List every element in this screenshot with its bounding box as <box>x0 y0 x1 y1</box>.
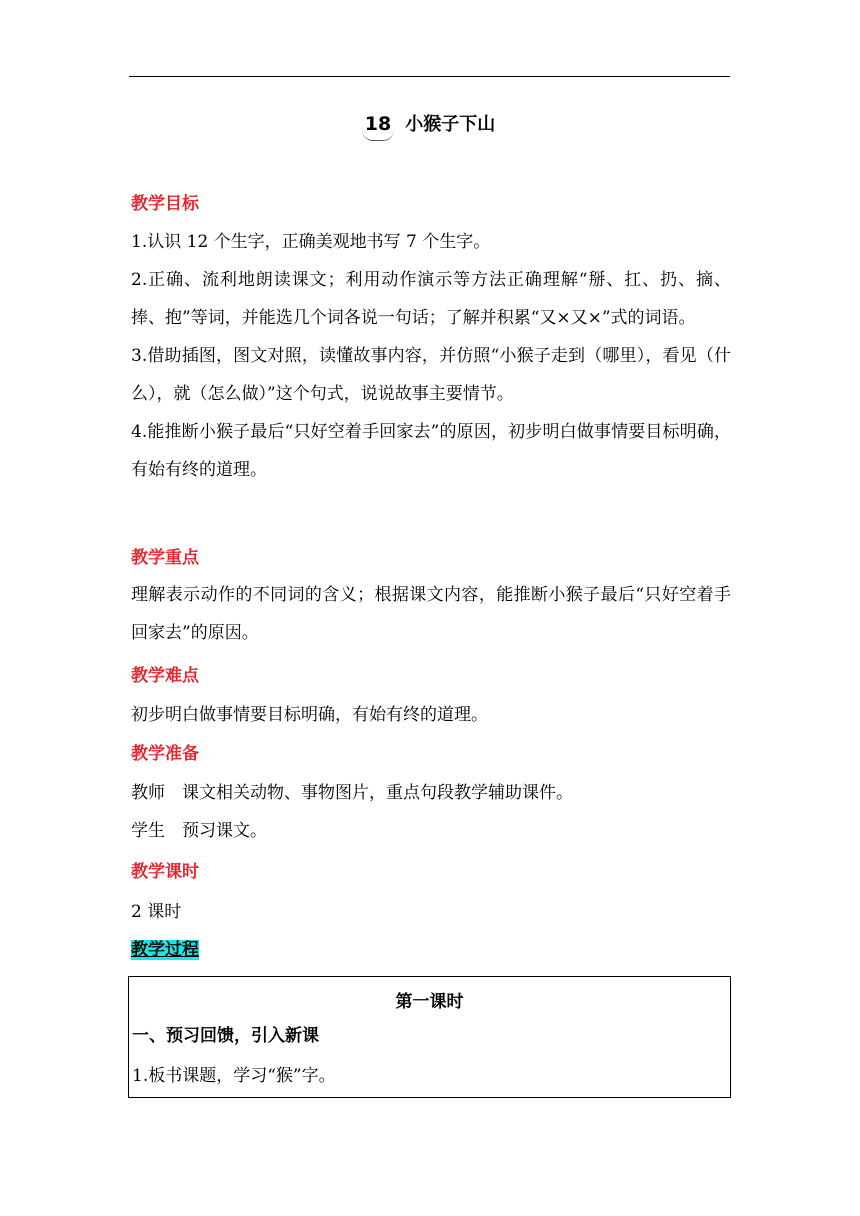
lesson-name: 小猴子下山 <box>405 114 496 135</box>
hours-heading <box>131 862 731 882</box>
key-points-body: 理解表示动作的不同词的含义；根据课文内容，能推断小猴子最后“只好空着手回家去”的原因。 <box>131 585 731 643</box>
difficulties-text <box>131 696 731 734</box>
lesson-title <box>0 110 860 136</box>
goal-item-4: 4.能推断小猴子最后“只好空着手回家去”的原因，初步明白做事情要目标明确，有始有终的道理。 <box>131 422 731 480</box>
goals-list <box>131 223 731 489</box>
key-points-heading <box>131 548 731 568</box>
process-heading <box>131 940 731 960</box>
goals-heading <box>131 194 731 214</box>
preparation-heading <box>131 744 731 764</box>
section-heading: 教学目标 <box>131 194 199 214</box>
preparation-student: 学生 预习课文。 <box>131 821 267 841</box>
hours-text <box>131 893 731 931</box>
key-points-text <box>131 576 731 652</box>
section-heading: 教学重点 <box>131 548 199 568</box>
goal-item-2: 2.正确、流利地朗读课文；利用动作演示等方法正确理解“掰、扛、扔、摘、捧、抱”等词，并能选几个词各说一句话；了解并积累“又×又×”式的词语。 <box>131 270 731 328</box>
section-heading: 教学课时 <box>131 862 199 882</box>
goal-item-1: 1.认识 12 个生字，正确美观地书写 7 个生字。 <box>131 232 491 252</box>
section-heading: 教学准备 <box>131 744 199 764</box>
lesson-number: 18 <box>364 113 392 135</box>
hours-body: 2 课时 <box>131 902 182 922</box>
section-heading-highlighted: 教学过程 <box>131 940 199 960</box>
difficulties-body: 初步明白做事情要目标明确，有始有终的道理。 <box>131 705 488 725</box>
difficulties-heading <box>131 666 731 686</box>
process-step: 1.板书课题，学习“猴”字。 <box>132 1066 336 1086</box>
process-section-title: 一、预习回馈，引入新课 <box>132 1026 319 1046</box>
preparation-text <box>131 774 731 850</box>
goal-item-3: 3.借助插图，图文对照，读懂故事内容，并仿照“小猴子走到（哪里），看见（什么），就（怎么做）”这个句式，说说故事主要情节。 <box>131 346 731 404</box>
section-heading: 教学难点 <box>131 666 199 686</box>
process-table <box>128 976 731 1098</box>
header-rule <box>129 76 730 77</box>
preparation-teacher: 教师 课文相关动物、事物图片，重点句段教学辅助课件。 <box>131 783 573 803</box>
period-title: 第一课时 <box>395 992 464 1012</box>
